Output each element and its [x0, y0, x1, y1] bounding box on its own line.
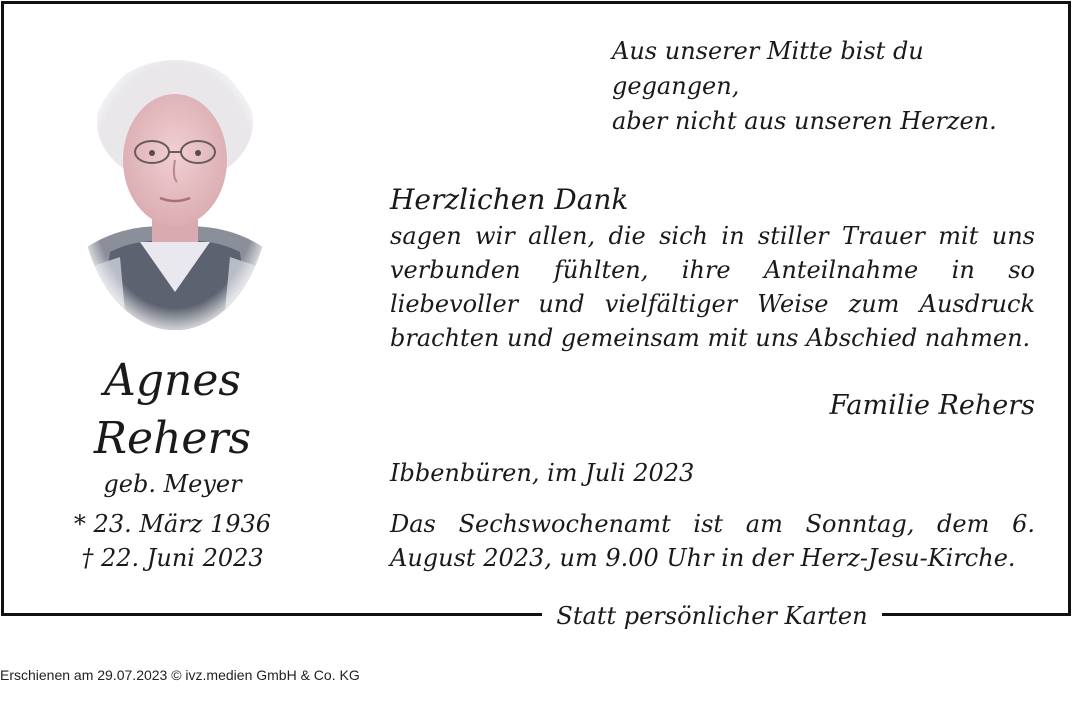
deceased-name [40, 352, 305, 468]
motto-line-2: aber nicht aus unseren Herzen. [612, 107, 997, 135]
first-name: Agnes [104, 355, 241, 406]
publication-note: Erschienen am 29.07.2023 © ivz.medien GmbH & Co. KG [0, 667, 360, 683]
motto-line-1: Aus unserer Mitte bist du gegangen, [612, 37, 924, 100]
portrait-photo [80, 52, 270, 332]
life-dates [40, 507, 305, 575]
frame-bottom-left-line [1, 613, 542, 616]
motto [612, 34, 1052, 139]
family-signature: Familie Rehers [829, 390, 1035, 421]
service-announcement: Das Sechswochenamt ist am Sonntag, dem 6. August 2023, um 9.00 Uhr in der Herz-Jesu-Kirche. [390, 510, 1035, 572]
birth-date: * 23. März 1936 [73, 510, 272, 538]
thanks-body: sagen wir allen, die sich in stiller Trauer mit uns verbunden fühlten, ihre Anteilnahme in so liebevoller und vielfältiger Weise zum Ausdruck brachten und gemeinsam mit uns Abschied nahmen. [390, 222, 1035, 352]
death-date: † 22. Juni 2023 [81, 544, 264, 572]
thanks-heading: Herzlichen Dank [390, 183, 629, 216]
place-date: Ibbenbüren, im Juli 2023 [390, 459, 695, 487]
frame-bottom-right-line [882, 613, 1071, 616]
last-name: Rehers [93, 413, 252, 464]
frame-note: Statt persönlicher Karten [556, 602, 868, 630]
birth-name: geb. Meyer [103, 470, 242, 498]
